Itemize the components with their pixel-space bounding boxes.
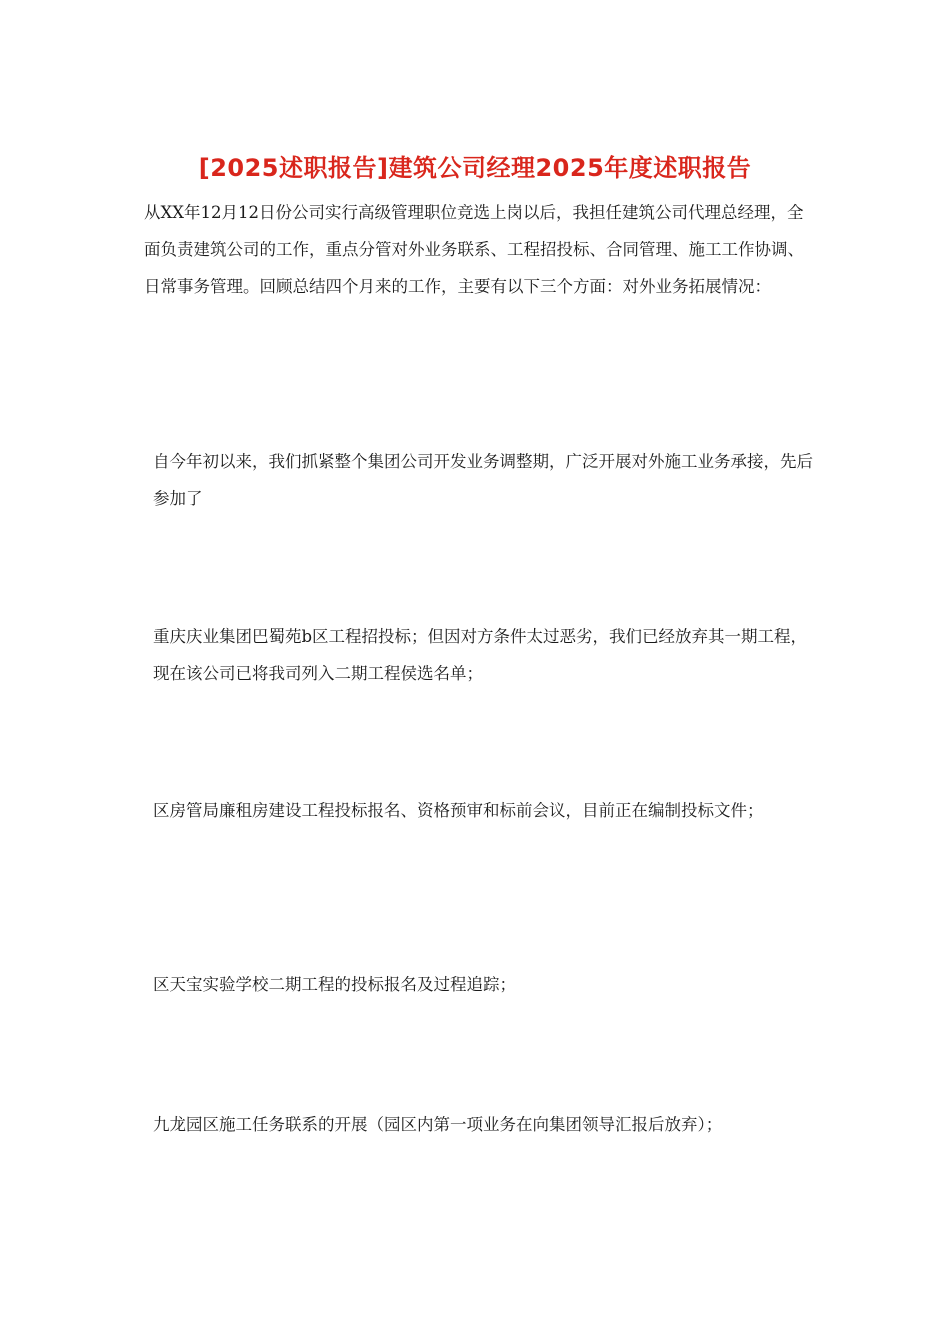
paragraph-housing-bureau-bid: 区房管局廉租房建设工程投标报名、资格预审和标前会议，目前正在编制投标文件； — [153, 801, 764, 820]
paragraph-jiulong-park: 九龙园区施工任务联系的开展（园区内第一项业务在向集团领导汇报后放弃）； — [153, 1115, 723, 1134]
paragraph-business-expansion: 自今年初以来，我们抓紧整个集团公司开发业务调整期，广泛开展对外施工业务承接，先后参加了 — [153, 452, 813, 508]
paragraph-school-bid: 区天宝实验学校二期工程的投标报名及过程追踪； — [153, 975, 516, 994]
document-title: [2025述职报告]建筑公司经理2025年度述职报告 — [198, 154, 752, 182]
paragraph-intro: 从XX年12月12日份公司实行高级管理职位竞选上岗以后，我担任建筑公司代理总经理，全面负责建筑公司的工作，重点分管对外业务联系、工程招投标、合同管理、施工工作协调、日常事务管理。回顾总结四个月来的工作，主要有以下三个方面：对外业务拓展情况： — [144, 203, 804, 296]
paragraph-chongqing-bid: 重庆庆业集团巴蜀苑b区工程招投标；但因对方条件太过恶劣，我们已经放弃其一期工程，现在该公司已将我司列入二期工程侯选名单； — [153, 627, 808, 683]
